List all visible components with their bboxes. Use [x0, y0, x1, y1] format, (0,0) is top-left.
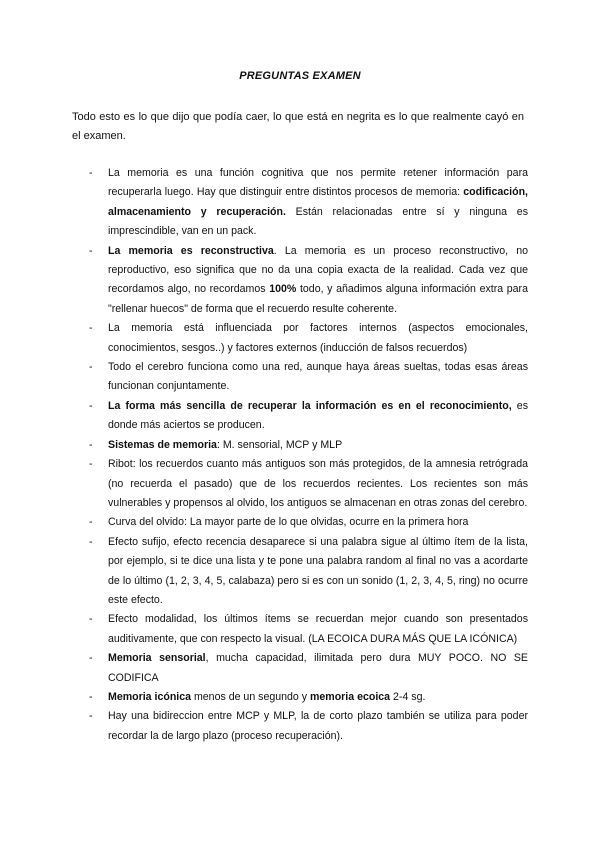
- page-title: PREGUNTAS EXAMEN: [239, 70, 361, 82]
- bold-text: La forma más sencilla de recuperar la información es en el reconocimiento,: [108, 399, 512, 412]
- bullet-dash: -: [89, 244, 93, 257]
- list-item: [72, 436, 528, 455]
- bullet-dash: -: [89, 710, 93, 723]
- bullet-dash: -: [89, 652, 93, 665]
- bullet-dash: -: [89, 167, 93, 179]
- list-item: [72, 533, 528, 611]
- bold-text: Sistemas de memoria: [108, 438, 217, 451]
- bold-text: 100%: [269, 283, 297, 296]
- text-segment: Todo el cerebro funciona como una red, aunque haya áreas sueltas, todas esas áreas funcionan conjuntamente.: [108, 361, 528, 393]
- bullet-dash: -: [89, 613, 93, 626]
- text-segment: Están relacionadas entre sí y ninguna es imprescindible, van en un pack.: [108, 205, 528, 238]
- bold-text: memoria ecoica: [309, 690, 391, 703]
- bullet-dash: -: [89, 438, 93, 451]
- list-item: [72, 397, 528, 436]
- bold-text: Memoria sensorial: [108, 652, 206, 665]
- list-item: [72, 610, 528, 649]
- bullet-dash: -: [89, 535, 93, 548]
- bullet-dash: -: [89, 458, 93, 471]
- text-segment: . La memoria es un proceso reconstructivo, no reproductivo, eso significa que no da una copia exacta de la realidad. Cada vez que recordamos algo, no recordamos: [108, 244, 528, 296]
- bullet-dash: -: [89, 399, 93, 412]
- text-segment: Efecto modalidad, los últimos ítems se recuerdan mejor cuando son presentados auditivamente, que con respecto la visual. (LA ECOICA DURA MÁS QUE LA ICÓNICA): [108, 613, 528, 645]
- text-segment: menos de un segundo y: [191, 690, 310, 703]
- text-segment: Curva del olvido: La mayor parte de lo que olvidas, ocurre en la primera hora: [108, 516, 469, 529]
- text-segment: La memoria es una función cognitiva que nos permite retener información para recuperarla luego. Hay que distinguir entre distintos procesos de memoria:: [108, 167, 528, 199]
- text-segment: todo, y añadimos alguna información extra para "rellenar huecos" de forma que el recuerdo resulte coherente.: [108, 283, 528, 315]
- bold-text: La memoria es reconstructiva: [108, 244, 274, 257]
- bullet-dash: -: [89, 690, 93, 703]
- text-segment: , mucha capacidad, ilimitada pero dura MUY POCO. NO SE CODIFICA: [108, 652, 529, 684]
- text-segment: Ribot: los recuerdos cuanto más antiguos son más protegidos, de la amnesia retrógrada (no recuerda el pasado) que de los recuerdos recientes. Los recientes son más vulnerables y propensos al olvido, los antiguos se almacenan en otras zonas del cerebro.: [108, 458, 528, 509]
- text-segment: 2-4 sg.: [390, 690, 426, 703]
- bullet-dash: -: [89, 322, 93, 335]
- text-segment: Efecto sufijo, efecto recencia desaparece si una palabra sigue al último ítem de la lista, por ejemplo, si te dice una lista y te pone una palabra random al final no vas a acordarte de lo último (1, 2, 3, 4, 5, calabaza) pero si es con un sonido (1, 2, 3, 4, 5, ring) no ocurre este efecto.: [108, 535, 528, 606]
- list-item: [72, 358, 528, 397]
- list-item: [72, 242, 528, 320]
- bullet-list: [72, 164, 528, 746]
- list-item: [72, 455, 528, 513]
- bullet-dash: -: [89, 516, 93, 529]
- list-item: [72, 688, 528, 707]
- list-item: [72, 707, 528, 746]
- text-segment: : M. sensorial, MCP y MLP: [216, 438, 343, 451]
- list-item: [72, 319, 528, 358]
- list-item: [72, 649, 528, 688]
- text-segment: es donde más aciertos se producen.: [108, 399, 528, 432]
- bullet-dash: -: [89, 361, 93, 374]
- intro-paragraph: Todo esto es lo que dijo que podía caer, lo que está en negrita es lo que realmente cayó en el examen.: [72, 111, 524, 143]
- text-segment: La memoria está influenciada por factores internos (aspectos emocionales, conocimientos, sesgos..) y factores externos (inducción de falsos recuerdos): [108, 322, 528, 354]
- text-segment: Hay una bidireccion entre MCP y MLP, la de corto plazo también se utiliza para poder recordar la de largo plazo (proceso recuperación).: [108, 710, 528, 742]
- list-item: [72, 513, 528, 532]
- bold-text: codificación, almacenamiento y recuperación.: [108, 186, 528, 218]
- bold-text: Memoria icónica: [108, 690, 192, 703]
- list-item: [72, 164, 528, 242]
